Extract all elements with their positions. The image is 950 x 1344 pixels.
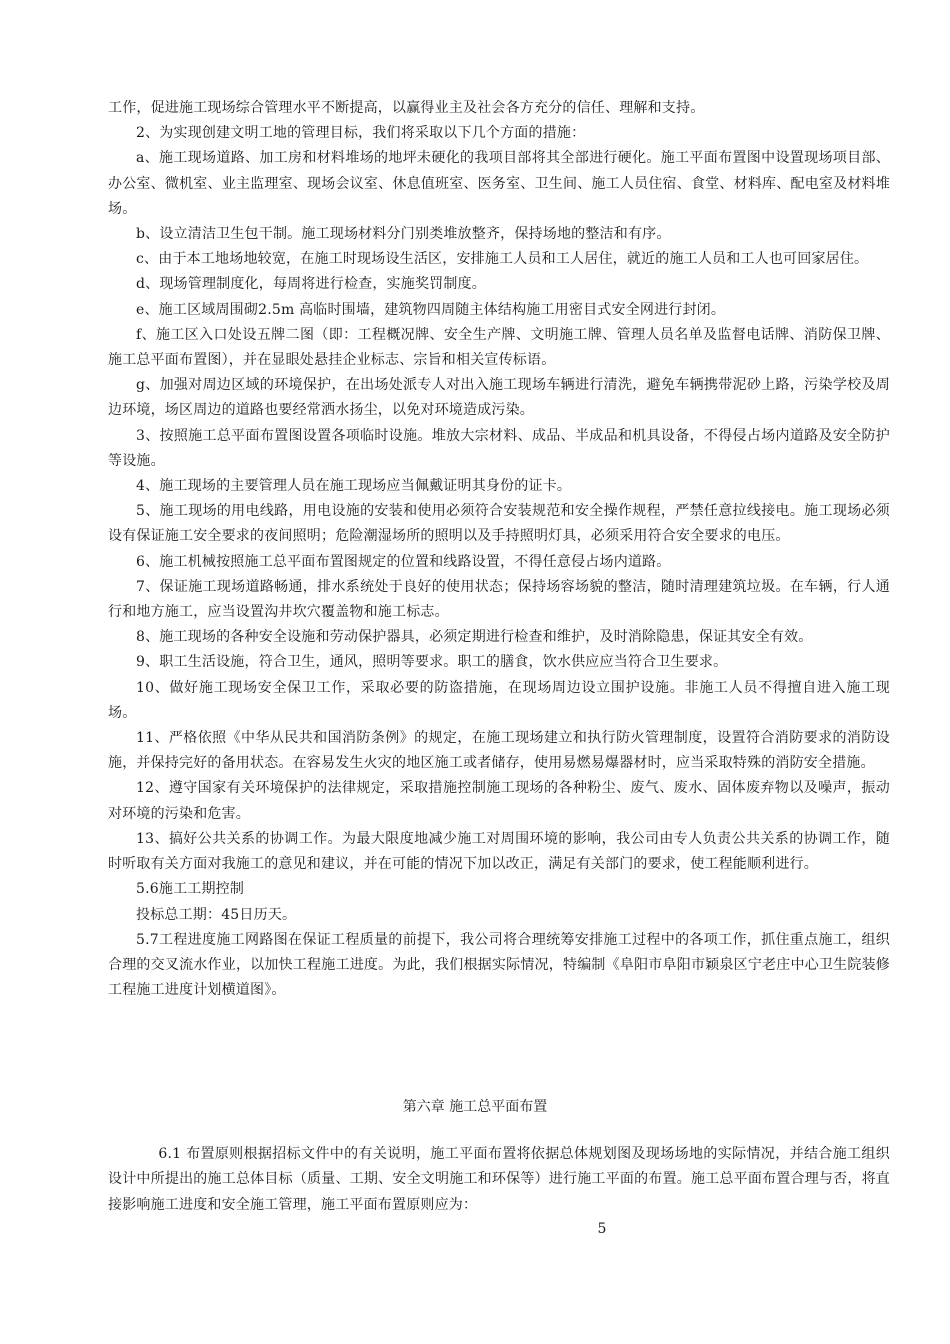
paragraph: c、由于本工地场地较宽，在施工时现场设生活区，安排施工人员和工人居住，就近的施工人员和工人也可回家居住。 — [136, 251, 869, 268]
section-6-1 — [108, 1142, 890, 1218]
paragraph: 8、施工现场的各种安全设施和劳动保护器具，必须定期进行检查和维护，及时消除隐患，保证其安全有效。 — [136, 629, 813, 646]
paragraph: 2、为实现创建文明工地的管理目标，我们将采取以下几个方面的措施： — [136, 125, 586, 142]
paragraph: 13、搞好公共关系的协调工作。为最大限度地减少施工对周围环境的影响，我公司由专人负责公共关系的协调工作，随时听取有关方面对我施工的意见和建议，并在可能的情况下加以改正，满足有关部门的要求，使工程能顺利进行。 — [108, 830, 890, 873]
paragraph: e、施工区域周围砌2.5m 高临时围墙，建筑物四周随主体结构施工用密目式安全网进行封闭。 — [136, 301, 726, 318]
paragraph: 10、做好施工现场安全保卫工作，采取必要的防盗措施，在现场周边设立围护设施。非施工人员不得擅自进入施工现场。 — [108, 679, 890, 721]
paragraph: 6.1 布置原则根据招标文件中的有关说明，施工平面布置将依据总体规划图及现场场地的实际情况，并结合施工组织设计中所提出的施工总体目标（质量、工期、安全文明施工和环保等）进行施工平面的布置。施工总平面布置合理与否，将直接影响施工进度和安全施工管理，施工平面布置原则应为： — [108, 1146, 890, 1213]
paragraph: a、施工现场道路、加工房和材料堆场的地坪未硬化的我项目部将其全部进行硬化。施工平面布置图中设置现场项目部、办公室、微机室、业主监理室、现场会议室、休息值班室、医务室、卫生间、施工人员住宿、食堂、材料库、配电室及材料堆场。 — [108, 150, 890, 217]
paragraph: 投标总工期：45日历天。 — [136, 906, 297, 923]
paragraph: 3、按照施工总平面布置图设置各项临时设施。堆放大宗材料、成品、半成品和机具设备，不得侵占场内道路及安全防护等设施。 — [108, 427, 890, 469]
paragraph: 5、施工现场的用电线路，用电设施的安装和使用必须符合安装规范和安全操作规程，严禁任意拉线接电。施工现场必须设有保证施工安全要求的夜间照明；危险潮湿场所的照明以及手持照明灯具，必须采用符合安全要求的电压。 — [108, 503, 890, 545]
paragraph: 工作，促进施工现场综合管理水平不断提高，以赢得业主及社会各方充分的信任、理解和支持。 — [108, 100, 705, 116]
paragraph: 12、遵守国家有关环境保护的法律规定，采取措施控制施工现场的各种粉尘、废气、废水、固体废弃物以及噪声，振动对环境的污染和危害。 — [108, 780, 890, 822]
paragraph: f、施工区入口处设五牌二图（即：工程概况牌、安全生产牌、文明施工牌、管理人员名单及监督电话牌、消防保卫牌、施工总平面布置图），并在显眼处悬挂企业标志、宗旨和相关宣传标语。 — [108, 326, 890, 369]
page-number: 5 — [597, 1221, 607, 1237]
paragraph: 11、严格依照《中华从民共和国消防条例》的规定，在施工现场建立和执行防火管理制度，设置符合消防要求的消防设施，并保持完好的备用状态。在容易发生火灾的地区施工或者储存，使用易燃易爆器材时，应当采取特殊的消防安全措施。 — [108, 730, 890, 772]
section-heading: 5.6施工工期控制 — [136, 881, 245, 898]
paragraph: 5.7工程进度施工网路图在保证工程质量的前提下，我公司将合理统筹安排施工过程中的各项工作，抓住重点施工，组织合理的交叉流水作业，以加快工程施工进度。为此，我们根据实际情况，特编制《阜阳市阜阳市颖泉区宁老庄中心卫生院装修工程施工进度计划横道图》。 — [108, 931, 890, 999]
body-text — [108, 96, 890, 1003]
paragraph: d、现场管理制度化，每周将进行检查，实施奖罚制度。 — [136, 276, 486, 293]
paragraph: g、加强对周边区域的环境保护，在出场处派专人对出入施工现场车辆进行清洗，避免车辆携带泥砂上路，污染学校及周边环境，场区周边的道路也要经常洒水扬尘，以免对环境造成污染。 — [108, 377, 890, 419]
paragraph: 7、保证施工现场道路畅通，排水系统处于良好的使用状态；保持场容场貌的整洁，随时清理建筑垃圾。在车辆，行人通行和地方施工，应当设置沟井坎穴覆盖物和施工标志。 — [108, 578, 890, 621]
paragraph: 9、职工生活设施，符合卫生，通风，照明等要求。职工的膳食，饮水供应应当符合卫生要求。 — [136, 654, 728, 671]
chapter-title: 第六章 施工总平面布置 — [402, 1099, 548, 1115]
paragraph: 6、施工机械按照施工总平面布置图规定的位置和线路设置，不得任意侵占场内道路。 — [136, 553, 671, 570]
paragraph: 4、施工现场的主要管理人员在施工现场应当佩戴证明其身份的证卡。 — [136, 478, 572, 495]
paragraph: b、设立清洁卫生包干制。施工现场材料分门别类堆放整齐，保持场地的整洁和有序。 — [136, 226, 671, 243]
